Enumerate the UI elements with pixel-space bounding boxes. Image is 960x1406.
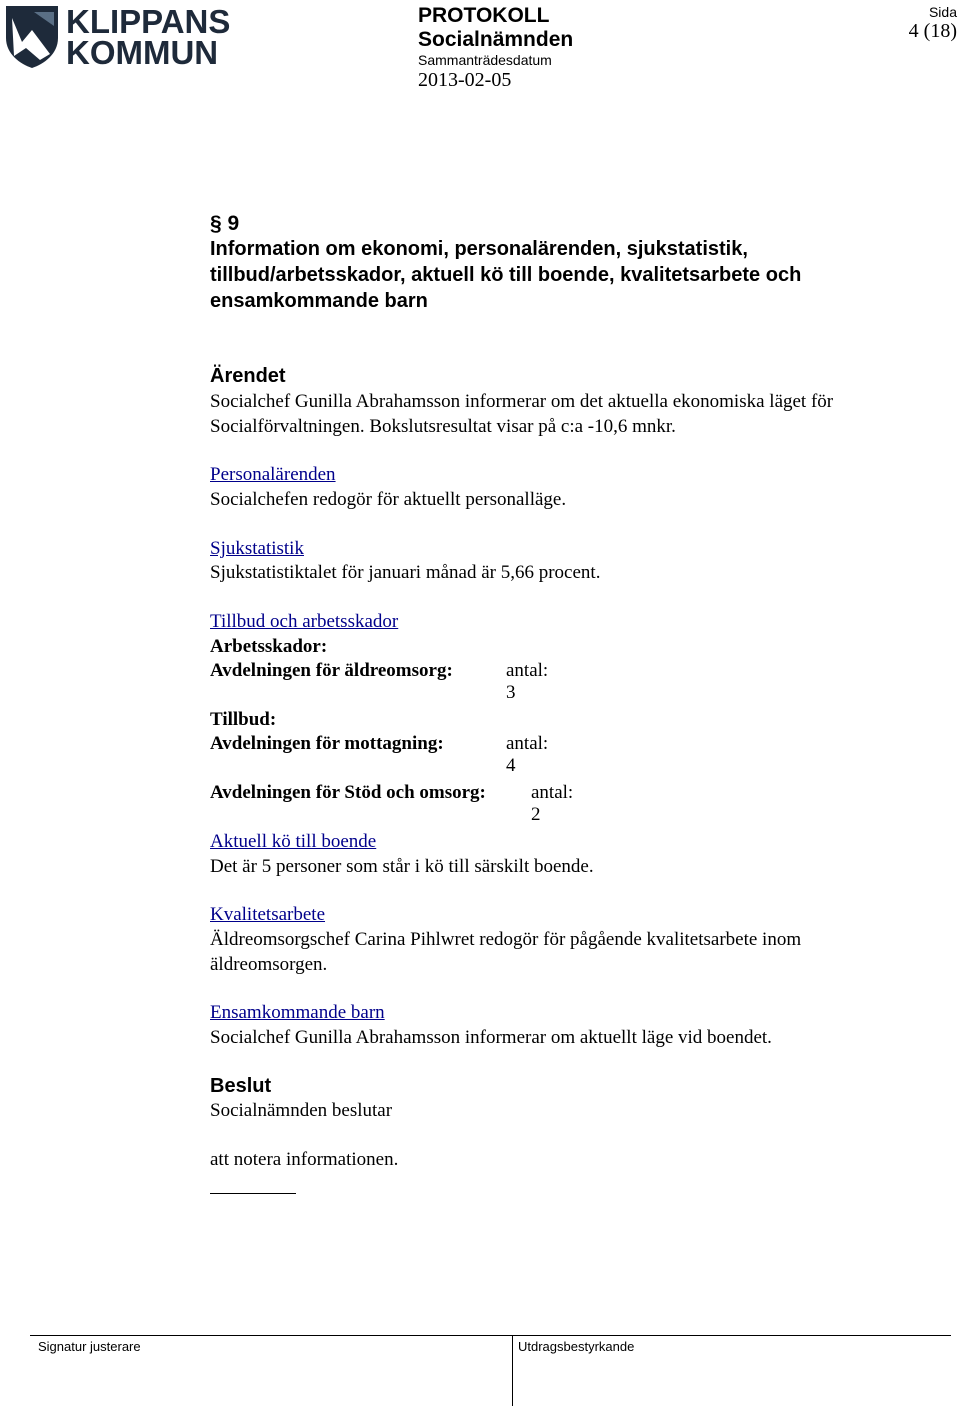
footer-column-divider [512, 1335, 513, 1406]
tillbud-heading: Tillbud och arbetsskador [210, 611, 399, 632]
quality-text-line: äldreomsorgen. [210, 954, 328, 975]
personal-heading: Personalärenden [210, 464, 336, 485]
incident-row [210, 660, 549, 703]
shield-logo-icon [4, 4, 62, 70]
quality-text-line: Äldreomsorgschef Carina Pihlwret redogör för pågående kvalitetsarbete inom [210, 929, 802, 950]
arendet-text-line: Socialförvaltningen. Bokslutsresultat visar på c:a -10,6 mnkr. [210, 416, 676, 437]
count-value: antal: 4 [506, 733, 549, 776]
section-title-line: tillbud/arbetsskador, aktuell kö till boende, kvalitetsarbete och [210, 264, 802, 286]
arendet-text-line: Socialchef Gunilla Abrahamsson informerar om det aktuella ekonomiska läget för [210, 391, 834, 412]
municipality-logo [4, 3, 231, 71]
count-value: antal: 3 [506, 660, 549, 703]
department-label: Avdelningen för Stöd och omsorg: [210, 782, 486, 803]
arendet-heading: Ärendet [210, 365, 286, 387]
footer-divider [30, 1335, 951, 1336]
brand-name-line1: KLIPPANS [66, 3, 231, 40]
section-title-line: Information om ekonomi, personalärenden, sjukstatistik, [210, 238, 748, 260]
meeting-date-label: Sammanträdesdatum [418, 52, 552, 68]
meeting-date-value: 2013-02-05 [418, 69, 512, 91]
excerpt-certification-label: Utdragsbestyrkande [518, 1339, 635, 1354]
queue-text: Det är 5 personer som står i kö till särskilt boende. [210, 856, 594, 877]
section-number: § 9 [210, 212, 240, 235]
page-label: Sida [928, 4, 957, 20]
incident-row [210, 733, 549, 776]
signature-adjuster-label: Signatur justerare [38, 1339, 141, 1354]
unaccompanied-text: Socialchef Gunilla Abrahamsson informerar om aktuellt läge vid boendet. [210, 1027, 772, 1048]
sjukstatistik-heading: Sjukstatistik [210, 538, 304, 559]
queue-heading: Aktuell kö till boende [210, 831, 377, 852]
page-number: 4 (18) [908, 20, 957, 42]
department-label: Avdelningen för äldreomsorg: [210, 660, 453, 681]
document-type: PROTOKOLL [418, 4, 550, 27]
personal-text: Socialchefen redogör för aktuellt personalläge. [210, 489, 567, 510]
incident-row [210, 782, 574, 825]
section-title-line: ensamkommande barn [210, 290, 428, 312]
quality-heading: Kvalitetsarbete [210, 904, 326, 925]
department-label: Avdelningen för mottagning: [210, 733, 444, 754]
arbetsskador-label: Arbetsskador: [210, 636, 328, 657]
decision-heading: Beslut [210, 1075, 272, 1097]
closing-rule [210, 1193, 296, 1194]
sjukstatistik-text: Sjukstatistiktalet för januari månad är 5,66 procent. [210, 562, 601, 583]
tillbud-label: Tillbud: [210, 709, 277, 730]
committee-name: Socialnämnden [418, 28, 574, 51]
unaccompanied-heading: Ensamkommande barn [210, 1002, 385, 1023]
decision-text: Socialnämnden beslutar [210, 1100, 393, 1121]
decision-text: att notera informationen. [210, 1149, 399, 1170]
count-value: antal: 2 [531, 782, 574, 825]
brand-name-line2: KOMMUN [66, 34, 219, 71]
